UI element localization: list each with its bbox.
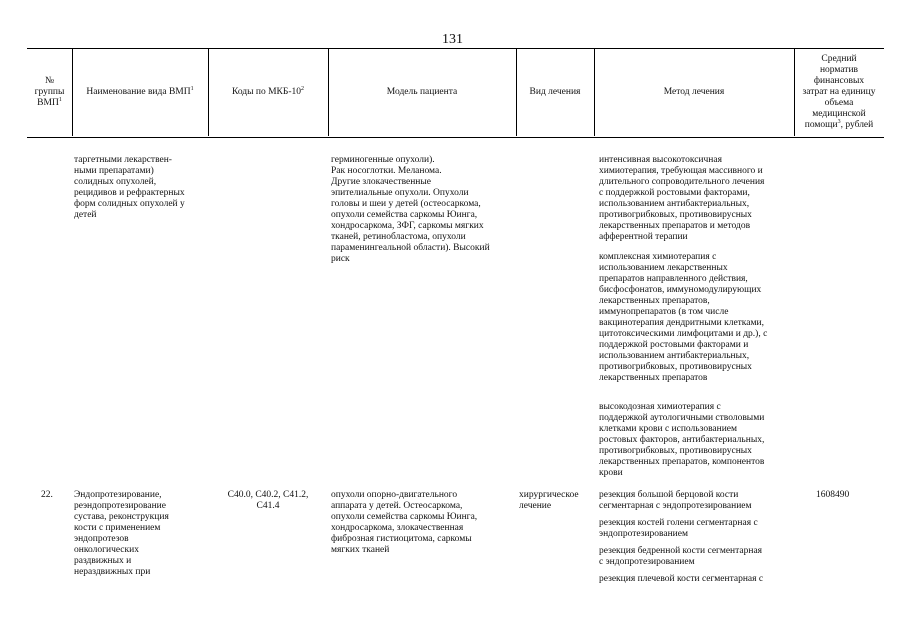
header-patient-model: Модель пациента <box>386 86 458 97</box>
row-1-method-3: высокодозная химиотерапия с поддержкой аутологичными стволовыми клетками крови с использованием ростовых факторов, антибактериальных, противогрибковых, противовирусных лекарственных препаратов, компонентов крови <box>599 402 765 478</box>
row-1-method-1: интенсивная высокотоксичная химиотерапия, требующая массивного и длительного сопроводительного лечения с поддержкой ростовыми факторами, использованием антибактериальных, противогрибковых, противовирусных лекарственных препаратов и методов афферентной терапии <box>599 155 765 242</box>
header-treatment-type: Вид лечения <box>529 86 581 97</box>
row-22-method-2: резекция костей голени сегментарная с эндопротезированием <box>599 518 758 539</box>
row-22-method-3: резекция бедренной кости сегментарная с эндопротезированием <box>599 546 763 567</box>
header-cost-norm: Средний норматив финансовых затрат на единицу объема медицинской помощи$^3$, рублей <box>802 53 876 130</box>
row-22-method-4: резекция плечевой кости сегментарная с <box>599 574 764 584</box>
header-treatment-method: Метод лечения <box>663 86 725 97</box>
row-22-vmp-name: Эндопротезирование, реэндопротезирование сустава, реконструкция кости с применением эндопротезов онкологических раздвижных и нераздвижных при <box>74 490 169 577</box>
row-1-method-2: комплексная химиотерапия с использованием лекарственных препаратов направленного действия, бисфосфонатов, иммуномодулирующих лекарственных препаратов, иммунопрепаратов (в том числе вакцинотерапия дендритными клетками, цитотоксическими лимфоцитами и др.), с поддержкой ростовыми факторами и использованием антибактериальных, противогрибковых, противовирусных лекарственных препаратов <box>599 252 768 383</box>
row-1-vmp-name: таргетными лекарствен- ными препаратами) солидных опухолей, рецидивов и рефрактерных форм солидных опухолей у детей <box>74 155 185 220</box>
page-number: 131 <box>442 32 463 47</box>
row-22-group-number: 22. <box>41 490 53 500</box>
row-22-patient-model: опухоли опорно-двигательного аппарата у детей. Остеосаркома, опухоли семейства саркомы Юинга, хондросаркома, злокачественная фиброзная гистиоцитома, саркомы мягких тканей <box>331 490 478 555</box>
header-group-number: № группы ВМП$^1$ <box>34 75 65 108</box>
row-22-icd-codes: C40.0, C40.2, C41.2, C41.4 <box>227 490 309 511</box>
header-vmp-name: Наименование вида ВМП$^1$ <box>86 85 194 97</box>
row-1-patient-model: герминогенные опухоли). Рак носоглотки. Меланома. Другие злокачественные эпителиальные опухоли. Опухоли головы и шеи у детей (остеосаркома, опухоли семейства саркомы Юинга, хондросаркома, ЗФГ, саркомы мягких тканей, ретинобластома, опухоли параменингеальной области). Высокий риск <box>331 155 490 264</box>
row-22-method-1: резекция большой берцовой кости сегментарная с эндопротезированием <box>599 490 752 511</box>
row-22-treatment-type: хирургическое лечение <box>519 490 579 511</box>
header-icd-codes: Коды по МКБ-$10^2$ <box>231 85 305 97</box>
row-22-cost: 1608490 <box>816 490 850 500</box>
